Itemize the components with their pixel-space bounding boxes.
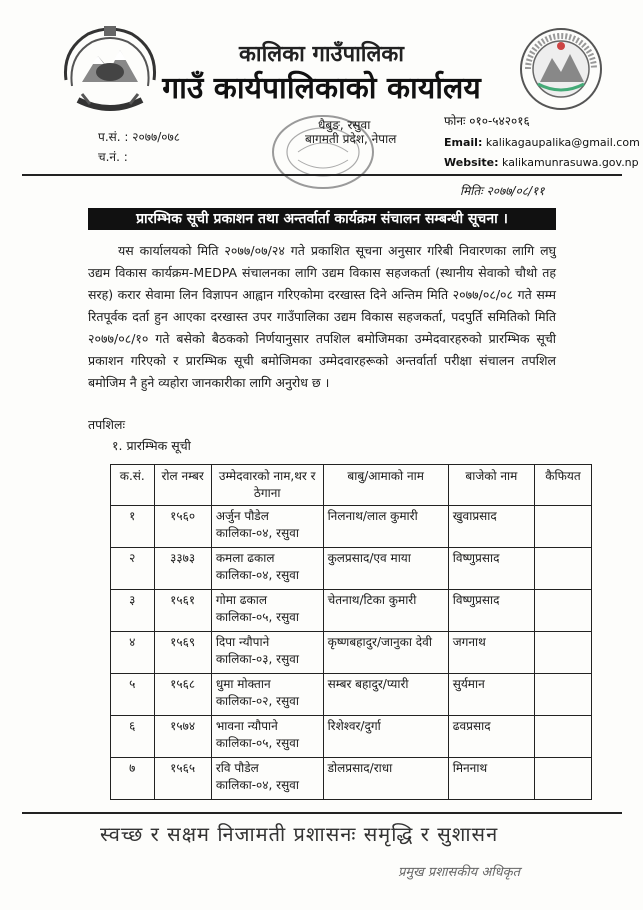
address-line-1: धैबुङ, रसुवा — [318, 118, 371, 132]
cell-remarks — [534, 506, 591, 548]
table-row — [111, 716, 592, 758]
details-label: तपशिलः — [88, 417, 125, 432]
cell-remarks — [534, 632, 591, 674]
cell-candidate — [211, 590, 323, 632]
cell-remarks — [534, 716, 591, 758]
cell-grandfather: सुर्यमान — [448, 674, 534, 716]
footer-slogan: स्वच्छ र सक्षम निजामती प्रशासनः समृद्धि र सुशासन — [100, 822, 499, 846]
col-serial: क.सं. — [111, 465, 155, 506]
cell-grandfather: विष्णुप्रसाद — [448, 590, 534, 632]
office-name: गाउँ कार्यपालिकाको कार्यालय — [162, 71, 481, 106]
cell-serial: ३ — [111, 590, 155, 632]
candidate-table — [110, 464, 592, 800]
cell-roll: १५६९ — [154, 632, 211, 674]
phone-number: फोनः ०१०-५४२०१६ — [444, 114, 530, 128]
table-row — [111, 548, 592, 590]
table-row — [111, 632, 592, 674]
cell-roll: १५६१ — [154, 590, 211, 632]
address-line-2: बागमती प्रदेश, नेपाल — [305, 132, 397, 146]
cell-candidate — [211, 506, 323, 548]
candidate-name: धुमा मोक्तान — [215, 677, 271, 691]
col-candidate: उम्मेदवारको नाम,थर र ठेगाना — [211, 465, 323, 506]
cell-serial: ६ — [111, 716, 155, 758]
cell-grandfather: विष्णुप्रसाद — [448, 548, 534, 590]
candidate-address: कालिका-०५, रसुवा — [215, 610, 299, 624]
candidate-name: कमला ढकाल — [215, 551, 275, 565]
candidate-name: रवि पौडेल — [215, 761, 259, 775]
website-line — [444, 156, 639, 169]
candidate-name: भावना न्यौपाने — [215, 719, 278, 733]
cell-roll: १५६० — [154, 506, 211, 548]
cell-parents: डोलप्रसाद/राधा — [323, 758, 448, 800]
footer-divider — [22, 812, 622, 814]
cell-serial: ७ — [111, 758, 155, 800]
website-url: kalikamunrasuwa.gov.np — [502, 156, 639, 169]
cell-roll: १५६८ — [154, 674, 211, 716]
cell-grandfather: ढवप्रसाद — [448, 716, 534, 758]
candidate-name: गोमा ढकाल — [215, 593, 268, 607]
table-row — [111, 674, 592, 716]
email-line — [444, 136, 640, 149]
candidate-address: कालिका-०४, रसुवा — [215, 526, 299, 540]
website-label: Website: — [444, 156, 499, 169]
col-parents: बाबु/आमाको नाम — [323, 465, 448, 506]
col-remarks: कैफियत — [534, 465, 591, 506]
dispatch-number: च.नं. : — [98, 150, 128, 164]
reference-number: प.सं. : २०७७/०७८ — [98, 130, 180, 144]
cell-parents: चेतनाथ/टिका कुमारी — [323, 590, 448, 632]
cell-parents: कृष्णबहादुर/जानुका देवी — [323, 632, 448, 674]
cell-serial: ५ — [111, 674, 155, 716]
candidate-address: कालिका-०५, रसुवा — [215, 736, 299, 750]
candidate-address: कालिका-०२, रसुवा — [215, 694, 299, 708]
cell-remarks — [534, 674, 591, 716]
cell-remarks — [534, 590, 591, 632]
cell-parents: रिशेश्वर/दुर्गा — [323, 716, 448, 758]
table-row — [111, 590, 592, 632]
col-grandfather: बाजेको नाम — [448, 465, 534, 506]
cell-candidate — [211, 548, 323, 590]
header-divider — [22, 174, 622, 176]
cell-candidate — [211, 632, 323, 674]
municipality-name: कालिका गाउँपालिका — [238, 42, 404, 67]
cell-remarks — [534, 758, 591, 800]
table-row — [111, 758, 592, 800]
notice-subject: प्रारम्भिक सूची प्रकाशन तथा अन्तर्वार्ता कार्यक्रम संचालन सम्बन्धी सूचना । — [88, 208, 556, 230]
cell-remarks — [534, 548, 591, 590]
cell-candidate — [211, 716, 323, 758]
cell-roll: १५७४ — [154, 716, 211, 758]
notice-body: यस कार्यालयको मिति २०७७/०७/२४ गते प्रकाशित सूचना अनुसार गरिबी निवारणका लागि लघु उद्यम विकास कार्यक्रम-MEDPA संचालनका लागि उद्यम विकास सहजकर्ता (स्थानीय सेवाको चौथो तह सरह) करार सेवामा लिन विज्ञापन आह्वान गरिएकोमा दरखास्त दिने अन्तिम मिति २०७७/०८/०८ गते सम्म रितपूर्वक दर्ता हुन आएका दरखास्त उपर गाउँपालिका उद्यम विकास सहजकर्ता, पदपुर्ति समितिको मिति २०७७/०८/१० गते बसेको बैठकको निर्णयानुसार तपशिल बमोजिमका उम्मेदवारहरुको प्रारम्भिक सूची प्रकाशन गरिएको र प्रारम्भिक सूची बमोजिमका उम्मेदवारहरूको अन्तर्वार्ता परीक्षा संचालन तपशिल बमोजिम नै हुने व्यहोरा जानकारीका लागि अनुरोध छ । — [88, 243, 556, 390]
cell-serial: १ — [111, 506, 155, 548]
table-header-row — [111, 465, 592, 506]
email-address: kalikagaupalika@gmail.com — [485, 136, 640, 149]
col-roll: रोल नम्बर — [154, 465, 211, 506]
candidate-name: दिपा न्यौपाने — [215, 635, 270, 649]
cell-serial: २ — [111, 548, 155, 590]
cell-candidate — [211, 758, 323, 800]
cell-parents: निलनाथ/लाल कुमारी — [323, 506, 448, 548]
email-label: Email: — [444, 136, 483, 149]
cell-grandfather: खुवाप्रसाद — [448, 506, 534, 548]
table-row — [111, 506, 592, 548]
list-heading: १. प्रारम्भिक सूची — [112, 438, 191, 453]
cell-candidate — [211, 674, 323, 716]
cell-parents: सम्बर बहादुर/प्यारी — [323, 674, 448, 716]
cell-roll: १५६५ — [154, 758, 211, 800]
cell-grandfather: मिननाथ — [448, 758, 534, 800]
candidate-name: अर्जुन पौडेल — [215, 509, 269, 523]
cell-serial: ४ — [111, 632, 155, 674]
cell-grandfather: जगनाथ — [448, 632, 534, 674]
signature-title: प्रमुख प्रशासकीय अधिकृत — [398, 865, 521, 880]
document-date: मितिः २०७७/०८/११ — [460, 184, 545, 198]
candidate-address: कालिका-०४, रसुवा — [215, 568, 299, 582]
cell-roll: ३३७३ — [154, 548, 211, 590]
candidate-address: कालिका-०३, रसुवा — [215, 652, 299, 666]
candidate-address: कालिका-०४, रसुवा — [215, 778, 299, 792]
cell-parents: कुलप्रसाद/एव माया — [323, 548, 448, 590]
